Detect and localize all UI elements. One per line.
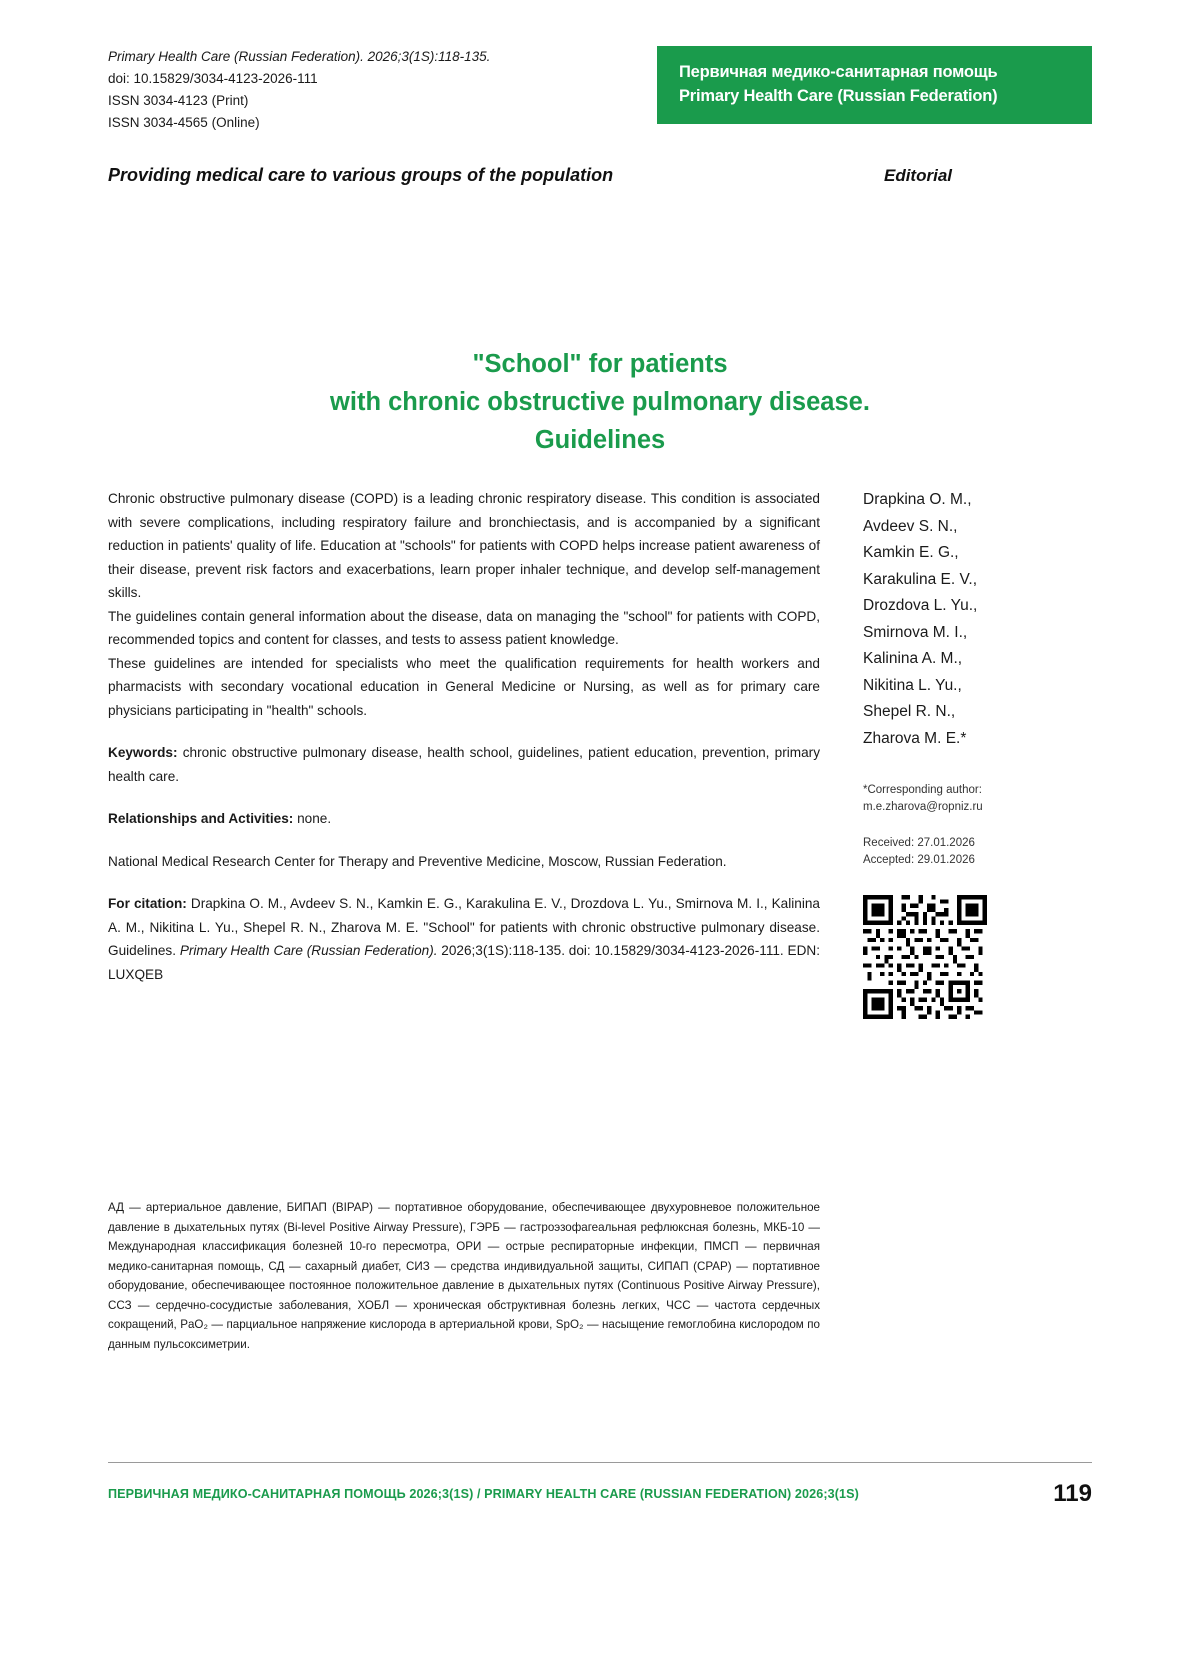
author-item: Drozdova L. Yu., xyxy=(863,597,978,614)
page-title xyxy=(108,345,1092,459)
article-content xyxy=(108,487,1093,1019)
section-row xyxy=(108,165,1092,186)
abbreviations-block: АД — артериальное давление, БИПАП (BIPAP) — портативное оборудование, обеспечивающее двухуровневое положительное давление в дыхательных путях (Bi-level Positive Airway Pressure), ГЭРБ — гастроэзофагеальная рефлюксная болезнь, МКБ-10 — Международная классификация болезней 10-го пересмотра, ОРИ — острые респираторные инфекции, ПМСП — первичная медико-санитарная помощь, СД — сахарный диабет, СИЗ — средства индивидуальной защиты, СИПАП (CPAP) — портативное оборудование, обеспечивающее постоянное положительное давление в дыхательных путях (Continuous Positive Airway Pressure), ССЗ — сердечно-сосудистые заболевания, ХОБЛ — хроническая обструктивная болезнь легких, ЧСС — частота сердечных сокращений, PaO₂ — парциальное напряжение кислорода в артериальной крови, SpO₂ — насыщение гемоглобина кислородом по данным пульсоксиметрии. xyxy=(108,1201,820,1351)
issn-print-line: ISSN 3034-4123 (Print) xyxy=(108,93,249,108)
qr-code-icon xyxy=(863,895,987,1019)
abstract-paragraph: These guidelines are intended for specialists who meet the qualification requirements for health workers and pharmacists with secondary vocational education in General Medicine or Nursing, as well as for primary care physicians participating in "health" schools. xyxy=(108,655,820,718)
author-item: Nikitina L. Yu., xyxy=(863,676,962,694)
for-citation-tail: 2026;3(1S):118-135. doi: 10.15829/3034-4123-2026-111. EDN: LUXQEB xyxy=(108,943,820,982)
page-number: 119 xyxy=(1053,1480,1092,1507)
doi-line: doi: 10.15829/3034-4123-2026-111 xyxy=(108,71,318,86)
author-item: Shepel R. N., xyxy=(863,703,956,720)
accepted-date: Accepted: 29.01.2026 xyxy=(863,854,975,866)
journal-brand-en: Primary Health Care (Russian Federation) xyxy=(679,87,998,105)
author-item: Avdeev S. N., xyxy=(863,517,958,535)
journal-brand-box xyxy=(657,46,1092,124)
affiliation: National Medical Research Center for Therapy and Preventive Medicine, Moscow, Russian Federation. xyxy=(108,853,727,869)
qr-code[interactable] xyxy=(863,895,987,1019)
page-header xyxy=(108,46,1092,142)
relationships-label: Relationships and Activities: xyxy=(108,811,294,826)
journal-citation-line: Primary Health Care (Russian Federation). 2026;3(1S):118-135. xyxy=(108,49,491,64)
title-line-3: Guidelines xyxy=(534,426,666,454)
for-citation xyxy=(108,892,820,986)
keywords-text: chronic obstructive pulmonary disease, health school, guidelines, patient education, prevention, primary health care. xyxy=(108,745,820,784)
page-footer xyxy=(108,1480,1092,1508)
abstract xyxy=(108,487,820,722)
for-citation-journal: Primary Health Care (Russian Federation). xyxy=(179,943,438,958)
abstract-paragraph: The guidelines contain general information about the disease, data on managing the "school" for patients with COPD, recommended topics and content for classes, and tests to assess patient knowledge. xyxy=(108,608,820,647)
authors-column xyxy=(863,487,1093,1019)
section-title: Providing medical care to various groups of the population xyxy=(108,165,614,185)
abstract-paragraph: Chronic obstructive pulmonary disease (COPD) is a leading chronic respiratory disease. This condition is associated with severe complications, including respiratory failure and bronchiectasis, and is accompanied by a significant reduction in patients' quality of life. Education at "schools" for patients with COPD helps increase patient awareness of their disease, prevent risk factors and exacerbations, learn proper inhaler technique, and develop self-management skills. xyxy=(108,491,820,600)
author-item: Smirnova M. I., xyxy=(863,623,968,641)
abstract-column xyxy=(108,487,820,986)
corresponding-author-label: *Corresponding author: xyxy=(863,784,982,796)
journal-brand-ru: Первичная медико-санитарная помощь xyxy=(679,63,998,81)
title-line-2: with chronic obstructive pulmonary disease. xyxy=(330,388,870,416)
title-line-1: "School" for patients xyxy=(472,350,728,378)
author-item: Kalinina A. M., xyxy=(863,650,963,667)
footer-divider xyxy=(108,1462,1092,1463)
keywords xyxy=(108,741,820,788)
author-item: Drapkina O. M., xyxy=(863,491,972,508)
for-citation-label: For citation: xyxy=(108,896,187,911)
submission-dates xyxy=(863,835,1093,869)
for-citation-text: Drapkina O. M., Avdeev S. N., Kamkin E. G., Karakulina E. V., Drozdova L. Yu., Smirnova M. I., Kalinina A. M., Nikitina L. Yu., Shepel R. N., Zharova M. E. "School" for patients with chronic obstructive pulmonary disease. Guidelines. xyxy=(108,896,820,958)
relationships-text: none. xyxy=(293,811,332,826)
issn-online-line: ISSN 3034-4565 (Online) xyxy=(108,115,260,130)
received-date: Received: 27.01.2026 xyxy=(863,837,975,849)
section-kind: Editorial xyxy=(883,166,952,185)
keywords-label: Keywords: xyxy=(108,745,178,760)
author-item: Karakulina E. V., xyxy=(863,570,978,588)
corresponding-author-email[interactable]: m.e.zharova@ropniz.ru xyxy=(863,800,983,813)
footer-journal-line: ПЕРВИЧНАЯ МЕДИКО-САНИТАРНАЯ ПОМОЩЬ 2026;3(1S) / PRIMARY HEALTH CARE (RUSSIAN FEDERATION) 2026;3(1S) xyxy=(108,1487,859,1501)
relationships xyxy=(108,807,820,831)
corresponding-author xyxy=(863,782,1093,815)
author-list xyxy=(863,487,1093,752)
author-item: Kamkin E. G., xyxy=(863,544,959,561)
author-item: Zharova M. E.* xyxy=(863,729,967,747)
